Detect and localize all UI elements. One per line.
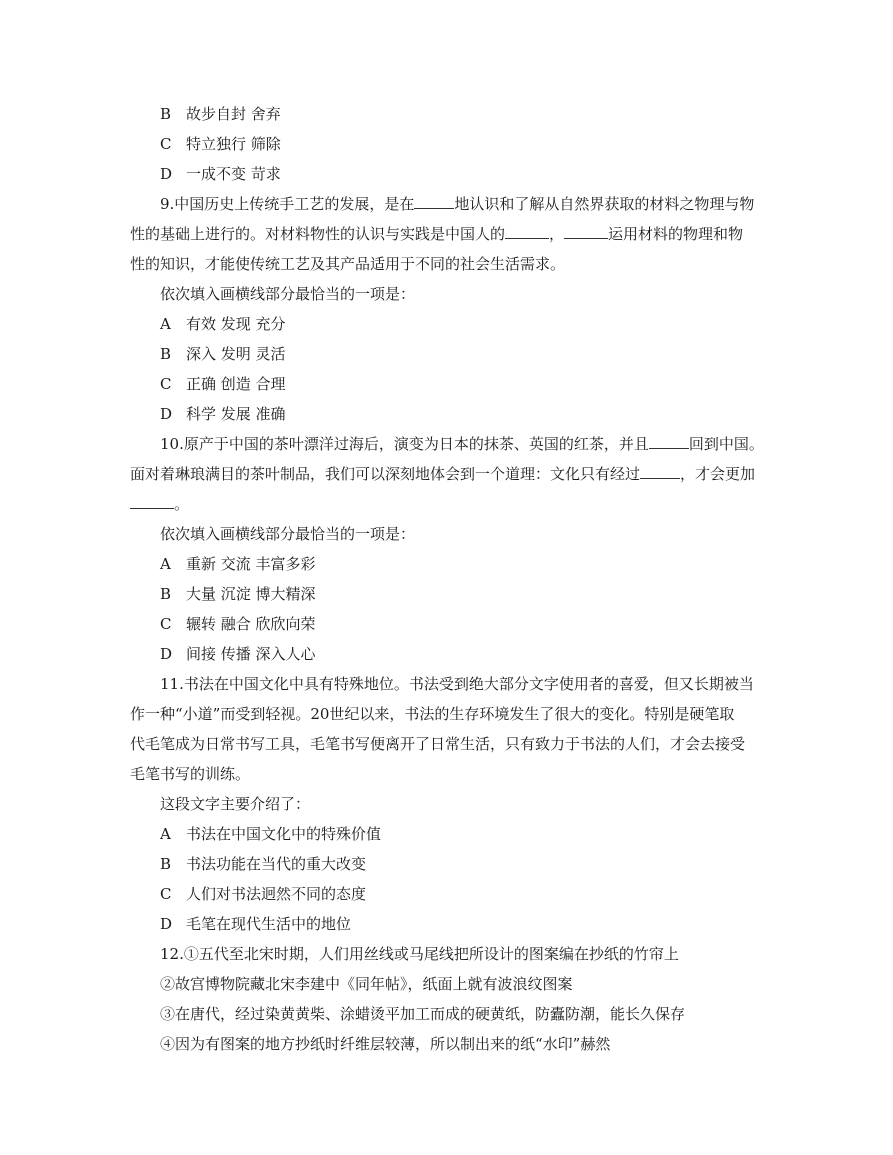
- q11-line-4: 毛笔书写的训练。: [130, 765, 251, 783]
- q10-blank-2: [640, 464, 680, 479]
- q10-line-3: 。: [130, 494, 189, 514]
- q9-option-d: D 科学 发展 准确: [160, 405, 286, 423]
- q11-line-3: 代毛笔成为日常书写工具，毛笔书写便离开了日常生活，只有致力于书法的人们，才会去接受: [130, 735, 746, 753]
- q11-option-d: D 毛笔在现代生活中的地位: [160, 915, 352, 933]
- q9-option-b: B 深入 发明 灵活: [160, 345, 286, 363]
- q11-option-a: A 书法在中国文化中的特殊价值: [160, 825, 382, 843]
- q10-blank-3: [130, 494, 174, 509]
- q9-option-c: C 正确 创造 合理: [160, 375, 286, 393]
- q9-line-1: 9.中国历史上传统手工艺的发展，是在 地认识和了解从自然界获取的材料之物理与物: [160, 195, 755, 213]
- q9-prompt: 依次填入画横线部分最恰当的一项是：: [160, 285, 416, 303]
- q9-blank-3: [564, 224, 608, 239]
- q11-line-1: 11.书法在中国文化中具有特殊地位。书法受到绝大部分文字使用者的喜爱，但又长期被当: [160, 675, 754, 693]
- q9-line-3: 性的知识，才能使传统工艺及其产品适用于不同的社会生活需求。: [130, 255, 566, 273]
- q9-blank-2: [505, 224, 549, 239]
- q12-line-1: 12.①五代至北宋时期，人们用丝线或马尾线把所设计的图案编在抄纸的竹帘上: [160, 945, 679, 963]
- q9-line-2: 性的基础上进行的。对材料物性的认识与实践是中国人的 ， 运用材料的物理和物: [130, 225, 744, 243]
- q9-option-a: A 有效 发现 充分: [160, 315, 286, 333]
- q11-option-c: C 人们对书法迥然不同的态度: [160, 885, 367, 903]
- q9-blank-1: [414, 194, 454, 209]
- q10-option-c: C 辗转 融合 欣欣向荣: [160, 615, 316, 633]
- q8-option-d: D 一成不变 苛求: [160, 165, 281, 183]
- q11-option-b: B 书法功能在当代的重大改变: [160, 855, 367, 873]
- q10-line-1: 10.原产于中国的茶叶漂洋过海后，演变为日本的抹茶、英国的红茶，并且 回到中国。: [160, 435, 764, 453]
- q10-option-a: A 重新 交流 丰富多彩: [160, 555, 316, 573]
- q12-line-4: ④因为有图案的地方抄纸时纤维层较薄，所以制出来的纸“水印”赫然: [160, 1035, 611, 1053]
- q11-line-2: 作一种“小道”而受到轻视。20世纪以来，书法的生存环境发生了很大的变化。特别是硬笔取: [130, 705, 735, 723]
- q10-line-2: 面对着琳琅满目的茶叶制品，我们可以深刻地体会到一个道理：文化只有经过 ，才会更加: [130, 465, 756, 483]
- q12-line-3: ③在唐代，经过染黄黄柴、涂蜡烫平加工而成的硬黄纸，防蠹防潮，能长久保存: [160, 1005, 686, 1023]
- q10-option-d: D 间接 传播 深入人心: [160, 645, 316, 663]
- q10-blank-1: [649, 434, 689, 449]
- q12-line-2: ②故宫博物院藏北宋李建中《同年帖》，纸面上就有波浪纹图案: [160, 975, 573, 993]
- q8-option-b: B 故步自封 舍弃: [160, 105, 281, 123]
- q11-prompt: 这段文字主要介绍了：: [160, 795, 311, 813]
- q10-option-b: B 大量 沉淀 博大精深: [160, 585, 316, 603]
- q10-prompt: 依次填入画横线部分最恰当的一项是：: [160, 525, 416, 543]
- q8-option-c: C 特立独行 筛除: [160, 135, 281, 153]
